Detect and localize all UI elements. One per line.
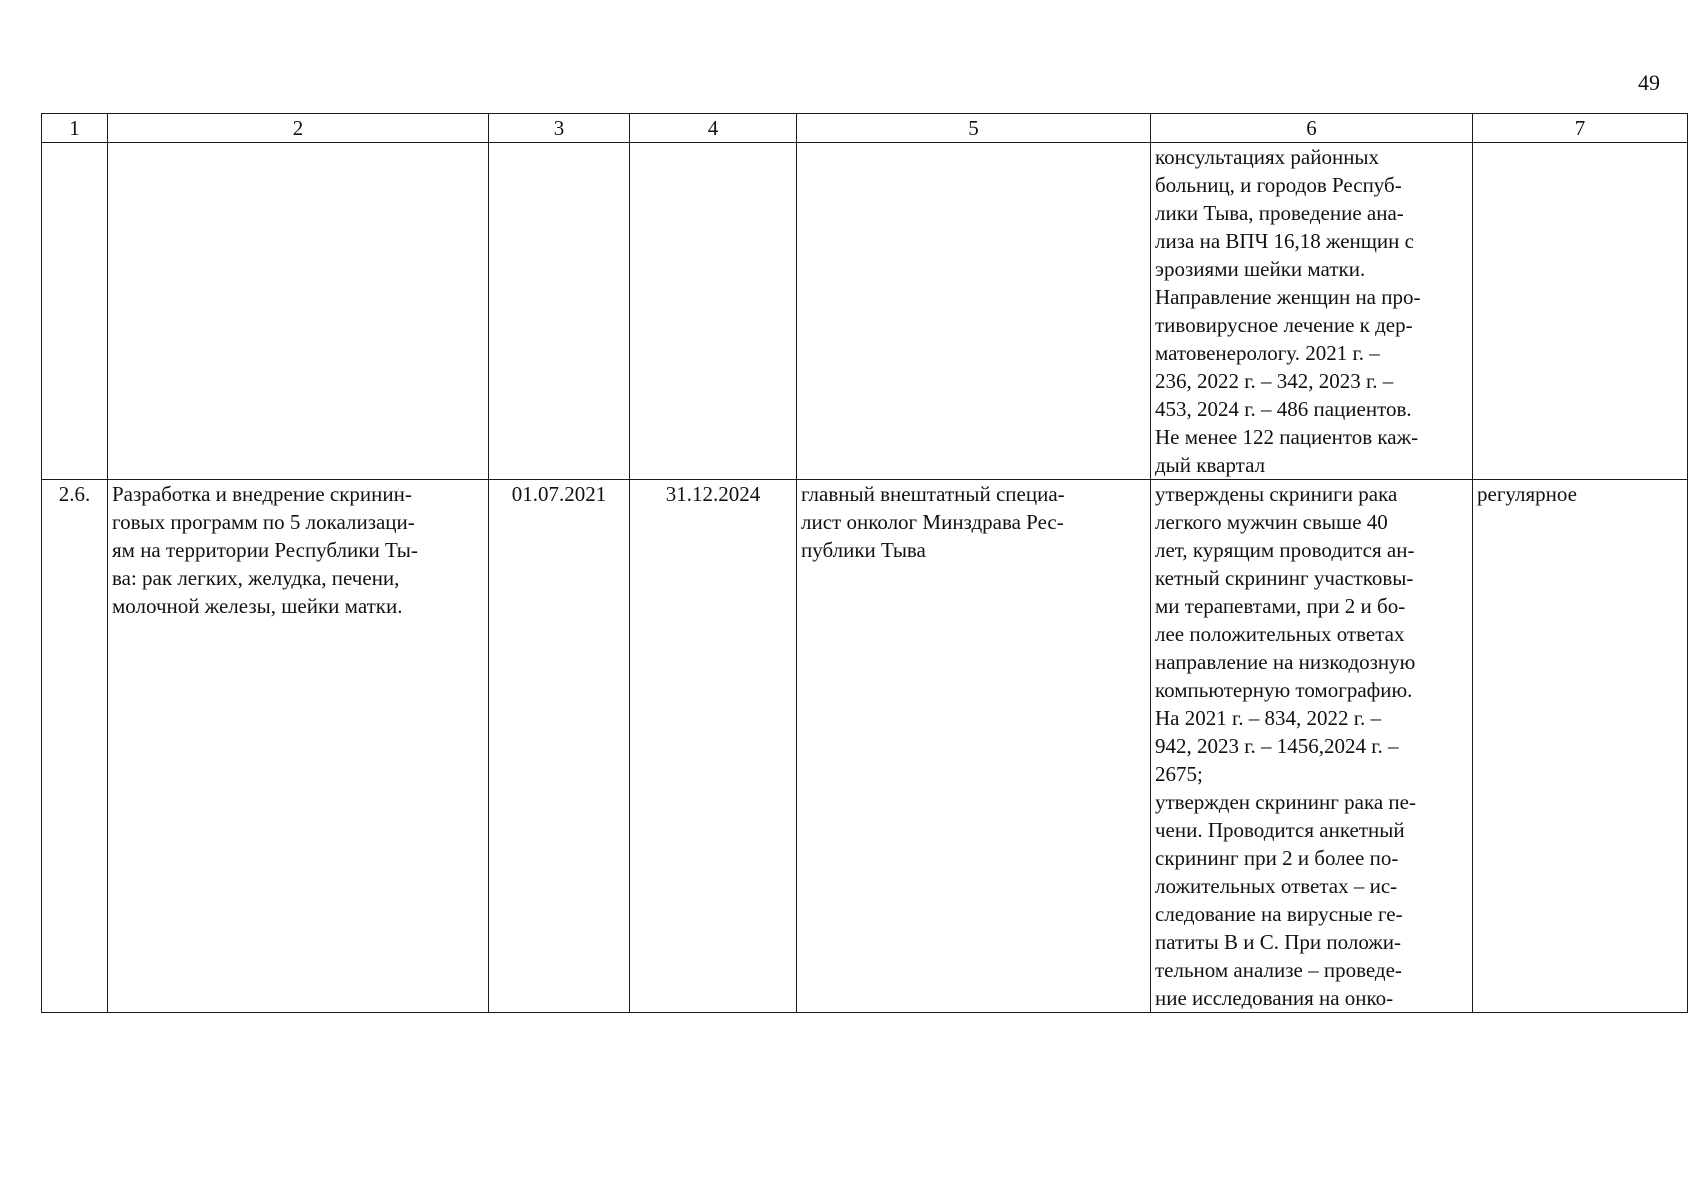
cell-start-date [489, 143, 630, 480]
result-line: 453, 2024 г. – 486 пациентов. [1155, 397, 1412, 421]
result-line: направление на низкодозную [1155, 650, 1416, 674]
result-line: 236, 2022 г. – 342, 2023 г. – [1155, 369, 1394, 393]
cell-start-date: 01.07.2021 [489, 480, 630, 1013]
responsible-line: публики Тыва [801, 538, 926, 562]
result-line: 2675; [1155, 762, 1203, 786]
result-line: лики Тыва, проведение ана- [1155, 201, 1404, 225]
result-line: тивовирусное лечение к дер- [1155, 313, 1413, 337]
result-line: консультациях районных [1155, 145, 1380, 169]
result-line: легкого мужчин свыше 40 [1155, 510, 1388, 534]
cell-number [42, 143, 108, 480]
result-line: ние исследования на онко- [1155, 986, 1394, 1010]
result-line: На 2021 г. – 834, 2022 г. – [1155, 706, 1381, 730]
cell-end-date: 31.12.2024 [630, 480, 797, 1013]
result-line: патиты В и С. При положи- [1155, 930, 1402, 954]
result-line: матовенерологу. 2021 г. – [1155, 341, 1380, 365]
cell-result [1151, 480, 1473, 1013]
column-header-7: 7 [1473, 114, 1688, 143]
cell-responsible [797, 143, 1151, 480]
cell-number: 2.6. [42, 480, 108, 1013]
column-header-5: 5 [797, 114, 1151, 143]
result-line: лет, курящим проводится ан- [1155, 538, 1415, 562]
cell-end-date [630, 143, 797, 480]
result-line: утверждены скриниги рака [1155, 482, 1398, 506]
result-line: компьютерную томографию. [1155, 678, 1413, 702]
result-line: Не менее 122 пациентов каж- [1155, 425, 1419, 449]
responsible-line: главный внештатный специа- [801, 482, 1065, 506]
result-line: утвержден скрининг рака пе- [1155, 790, 1416, 814]
page-number: 49 [1638, 70, 1660, 95]
column-header-4: 4 [630, 114, 797, 143]
cell-result [1151, 143, 1473, 480]
column-header-1: 1 [42, 114, 108, 143]
column-number-row [42, 114, 1688, 143]
result-line: скрининг при 2 и более по- [1155, 846, 1399, 870]
result-line: 942, 2023 г. – 1456,2024 г. – [1155, 734, 1399, 758]
result-line: дый квартал [1155, 453, 1266, 477]
result-line: тельном анализе – проведе- [1155, 958, 1402, 982]
column-header-2: 2 [108, 114, 489, 143]
result-line: кетный скрининг участковы- [1155, 566, 1414, 590]
result-line: лее положительных ответах [1155, 622, 1405, 646]
activity-line: молочной железы, шейки матки. [112, 594, 403, 618]
activity-line: ям на территории Республики Ты- [112, 538, 418, 562]
result-line: ложительных ответах – ис- [1155, 874, 1398, 898]
activity-line: говых программ по 5 локализаци- [112, 510, 415, 534]
cell-activity [108, 143, 489, 480]
result-line: Направление женщин на про- [1155, 285, 1421, 309]
table-row-continuation [42, 143, 1688, 480]
cell-activity [108, 480, 489, 1013]
cell-periodicity: регулярное [1473, 480, 1688, 1013]
cell-periodicity [1473, 143, 1688, 480]
activity-line: Разработка и внедрение скринин- [112, 482, 412, 506]
result-line: чени. Проводится анкетный [1155, 818, 1405, 842]
result-line: лиза на ВПЧ 16,18 женщин с [1155, 229, 1414, 253]
result-line: больниц, и городов Респуб- [1155, 173, 1402, 197]
table-row-2-6 [42, 480, 1688, 1013]
cell-responsible [797, 480, 1151, 1013]
column-header-3: 3 [489, 114, 630, 143]
result-line: ми терапевтами, при 2 и бо- [1155, 594, 1406, 618]
column-header-6: 6 [1151, 114, 1473, 143]
result-line: следование на вирусные ге- [1155, 902, 1403, 926]
plan-table [41, 113, 1688, 1013]
responsible-line: лист онколог Минздрава Рес- [801, 510, 1064, 534]
activity-line: ва: рак легких, желудка, печени, [112, 566, 400, 590]
result-line: эрозиями шейки матки. [1155, 257, 1366, 281]
